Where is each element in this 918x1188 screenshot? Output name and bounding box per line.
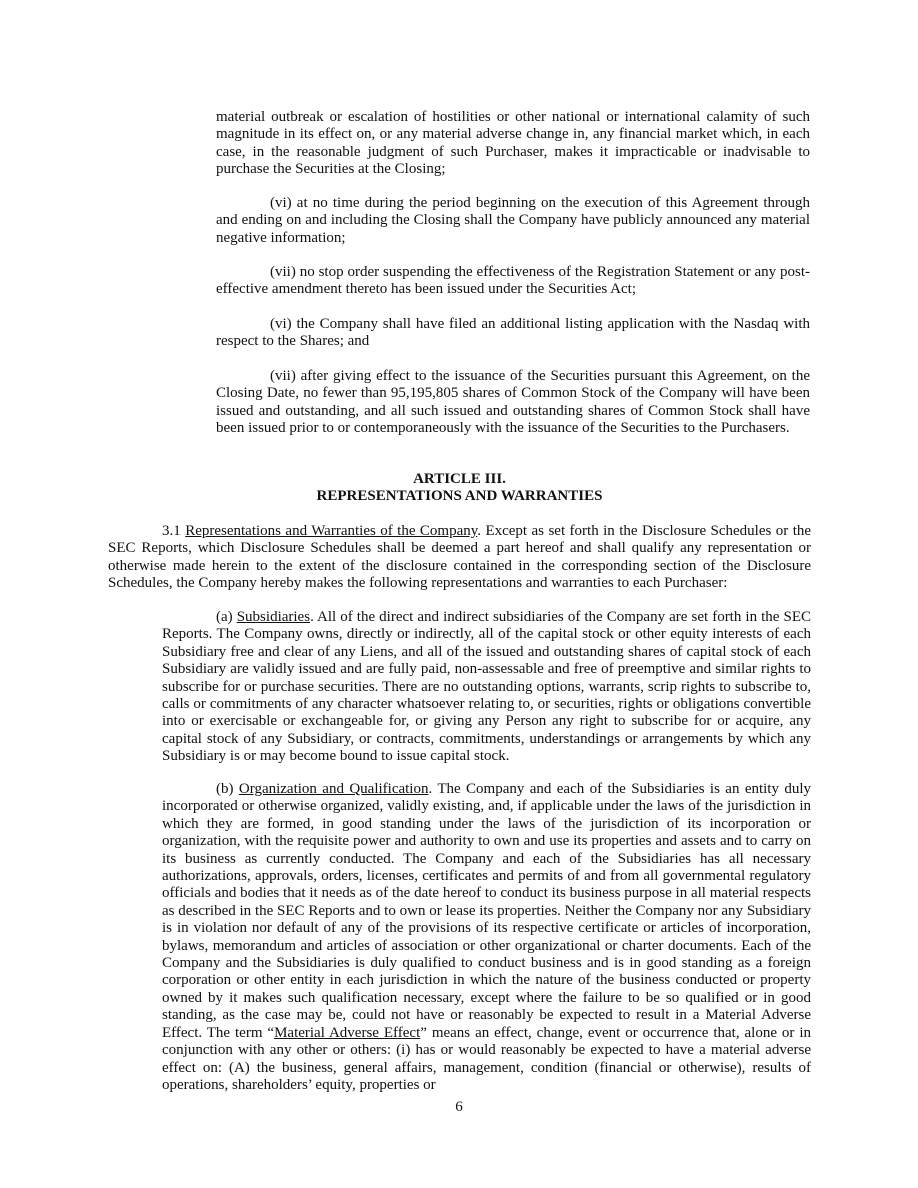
article-title: REPRESENTATIONS AND WARRANTIES	[316, 488, 603, 504]
section-heading: Representations and Warranties of the Company	[185, 523, 478, 539]
section-number: 3.1	[162, 523, 181, 539]
subsection-a-paragraph	[162, 609, 811, 766]
section-body: . Except as set forth in the Disclosure Schedules or the SEC Reports, which Disclosure Schedules shall be deemed a part hereof and shall qualify any representation or otherwise made herein to the extent of the disclosure contained in the corresponding section of the Disclosure Schedules, the Company hereby makes the following representations and warranties to each Purchaser:	[108, 523, 812, 592]
page-number: 6	[455, 1099, 463, 1115]
subsection-body-continued: ” means an effect, change, event or occurrence that, alone or in conjunction with any other or others: (i) has or would reasonably be expected to have a material adverse effect on: (A) the business, general affairs, management, condition (financial or otherwise), results of operations, shareholders’ equity, properties or	[162, 1024, 811, 1093]
condition-paragraph: (vi) at no time during the period beginning on the execution of this Agreement through and ending on and including the Closing shall the Company have publicly announced any material negative information;	[216, 195, 810, 246]
article-number: ARTICLE III.	[413, 471, 506, 487]
subsection-b-paragraph	[162, 781, 811, 1094]
subsection-heading: Organization and Qualification	[238, 781, 429, 797]
subsection-heading: Subsidiaries	[236, 609, 311, 625]
subsection-body: . The Company and each of the Subsidiaries is an entity duly incorporated or otherwise organized, validly existing, and, if applicable under the laws of the jurisdiction in which they are formed, in good standing under the laws of the jurisdiction of its incorporation or organization, with the requisite power and authority to own and use its properties and assets and to carry on its business as currently conducted. The Company and each of the Subsidiaries has all necessary authorizations, approvals, orders, licenses, certificates and permits of and from all governmental regulatory officials and bodies that it needs as of the date hereof to conduct its business purpose in all material respects as described in the SEC Reports and to own or lease its properties. Neither the Company nor any Subsidiary is in violation nor default of any of the provisions of its respective certificate or articles of incorporation, bylaws, memorandum and articles of association or other organizational or charter documents. Each of the Company and the Subsidiaries is duly qualified to conduct business and is in good standing as a foreign corporation or other entity in each jurisdiction in which the nature of the business conducted or property owned by it makes such qualification necessary, except where the failure to be so qualified or in good standing, as the case may be, could not have or reasonably be expected to result in a Material Adverse Effect. The term “	[162, 781, 812, 1041]
defined-term: Material Adverse Effect	[274, 1024, 421, 1041]
condition-paragraph: (vii) after giving effect to the issuance of the Securities pursuant this Agreement, on the Closing Date, no fewer than 95,195,805 shares of Common Stock of the Company will have been issued and outstanding, and all such issued and outstanding shares of Common Stock shall have been issued prior to or contemporaneously with the issuance of the Securities to the Purchasers.	[216, 368, 810, 437]
condition-paragraph: (vi) the Company shall have filed an additional listing application with the Nasdaq with respect to the Shares; and	[216, 316, 810, 350]
section-3-1-paragraph	[108, 523, 811, 593]
subsection-label: (a)	[216, 609, 233, 625]
condition-paragraph: (vii) no stop order suspending the effectiveness of the Registration Statement or any post-effective amendment thereto has been issued under the Securities Act;	[216, 264, 810, 298]
subsection-label: (b)	[216, 781, 234, 797]
continuation-paragraph: material outbreak or escalation of hostilities or other national or international calamity of such magnitude in its effect on, or any material adverse change in, any financial market which, in each case, in the reasonable judgment of such Purchaser, makes it impracticable or inadvisable to purchase the Securities at the Closing;	[216, 109, 810, 178]
subsection-body: . All of the direct and indirect subsidiaries of the Company are set forth in the SEC Reports. The Company owns, directly or indirectly, all of the capital stock or other equity interests of each Subsidiary free and clear of any Liens, and all of the issued and outstanding shares of capital stock of each Subsidiary are validly issued and are fully paid, non-assessable and free of preemptive and similar rights to subscribe for or purchase securities. There are no outstanding options, warrants, scrip rights to subscribe to, calls or commitments of any character whatsoever relating to, or securities, rights or obligations convertible into or exercisable or exchangeable for, or giving any Person any right to subscribe for or acquire, any capital stock of any Subsidiary, or contracts, commitments, understandings or arrangements by which any Subsidiary is or may become bound to issue capital stock.	[162, 609, 812, 765]
